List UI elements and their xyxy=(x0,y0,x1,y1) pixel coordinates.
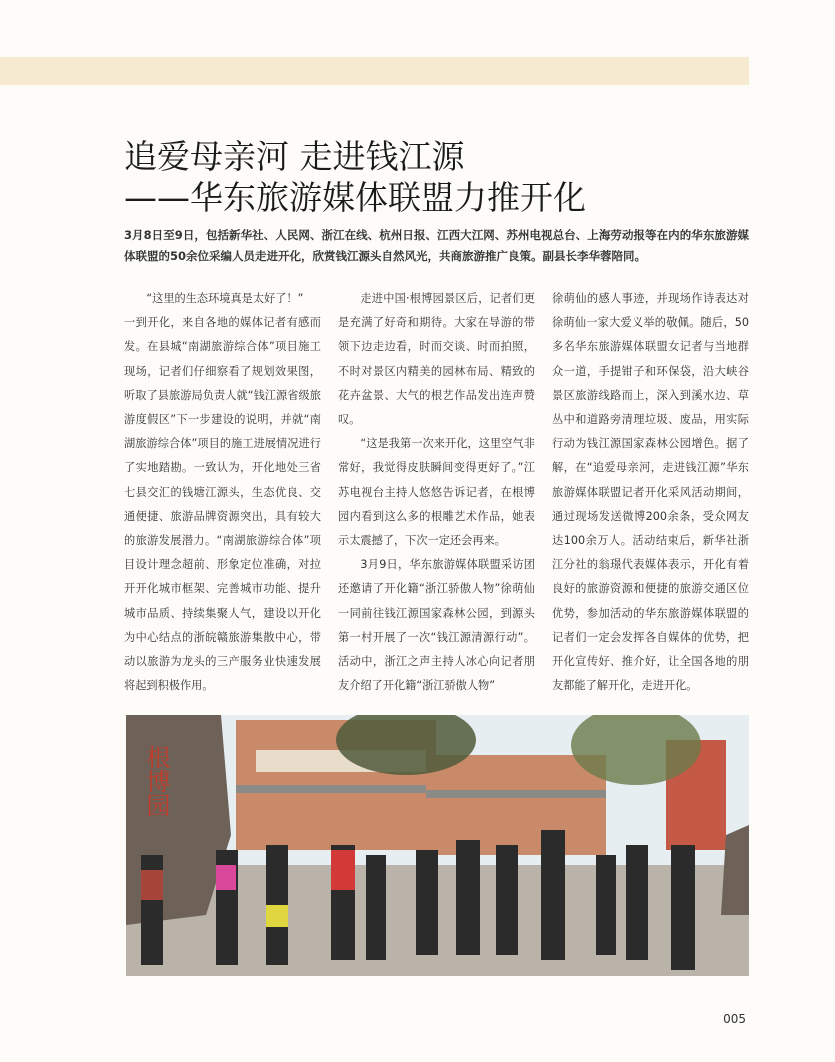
paragraph: 一到开化，来自各地的媒体记者有感而发。在县城“南湖旅游综合体”项目施工现场，记者们仔细察看了规划效果图，听取了县旅游局负责人就“钱江源省级旅游度假区”下一步建设的说明，并就“南湖旅游综合体”项目的施工进展情况进行了实地踏勘。一致认为，开化地处三省七县交汇的钱塘江源头，生态优良、交通便捷、旅游品牌资源突出，具有较大的旅游发展潜力。“南湖旅游综合体”项目设计理念超前、形象定位准确，对拉开开化城市框架、完善城市功能、提升城市品质、持续集聚人气，建设以开化为中心结点的浙皖赣旅游集散中心，带动以旅游为龙头的三产服务业快速发展将起到积极作用。 xyxy=(124,316,321,693)
article-lead: 3月8日至9日，包括新华社、人民网、浙江在线、杭州日报、江西大江网、苏州电视总台、上海劳动报等在内的华东旅游媒体联盟的50余位采编人员走进开化，欣赏钱江源头自然风光，共商旅游推广良策。副县长李华蓉陪同。 xyxy=(124,228,749,263)
top-decorative-band xyxy=(0,57,749,85)
column-3 xyxy=(552,287,749,697)
paragraph: 徐萌仙的感人事迹，并现场作诗表达对徐萌仙一家大爱义举的敬佩。随后，50多名华东旅游媒体联盟女记者与当地群众一道，手提钳子和环保袋，沿大峡谷景区旅游线路而上，深入到溪水边、草丛中和道路旁清理垃圾、废品，用实际行动为钱江源国家森林公园增色。据了解，在“追爱母亲河，走进钱江源”华东旅游媒体联盟记者开化采风活动期间，通过现场发送微博200余条，受众网友达100余万人。活动结束后，新华社浙江分社的翁璟代表媒体表示，开化有着良好的旅游资源和便捷的旅游交通区位优势，参加活动的华东旅游媒体联盟的记者们一定会发挥各自媒体的优势，把开化宣传好、推介好，让全国各地的朋友都能了解开化，走进开化。 xyxy=(552,292,749,693)
group-photo xyxy=(126,715,749,976)
paragraph: “这里的生态环境真是太好了！” xyxy=(146,292,304,305)
article-title xyxy=(124,136,764,218)
paragraph: “这是我第一次来开化，这里空气非常好，我觉得皮肤瞬间变得更好了。”江苏电视台主持人悠悠告诉记者，在根博园内看到这么多的根雕艺术作品，她表示太震撼了，下次一定还会再来。 xyxy=(338,437,535,548)
title-line-1: 追爱母亲河 走进钱江源 xyxy=(124,137,465,176)
page-number: 005 xyxy=(723,1012,746,1026)
paragraph: 3月9日，华东旅游媒体联盟采访团还邀请了开化籍“浙江骄傲人物”徐萌仙一同前往钱江源国家森林公园，到源头第一村开展了一次“钱江源清源行动”。活动中，浙江之声主持人冰心向记者朋友介绍了开化籍“浙江骄傲人物” xyxy=(338,558,535,693)
photo-sign: 根博园 xyxy=(142,745,170,817)
title-line-2: ——华东旅游媒体联盟力推开化 xyxy=(124,178,586,217)
article-body xyxy=(124,287,749,697)
paragraph: 走进中国·根博园景区后，记者们更是充满了好奇和期待。大家在导游的带领下边走边看，时而交谈、时而拍照，不时对景区内精美的园林布局、精致的花卉盆景、大气的根艺作品发出连声赞叹。 xyxy=(338,292,535,427)
photo-building-2 xyxy=(426,755,606,855)
column-1 xyxy=(124,287,321,697)
column-2 xyxy=(338,287,535,697)
